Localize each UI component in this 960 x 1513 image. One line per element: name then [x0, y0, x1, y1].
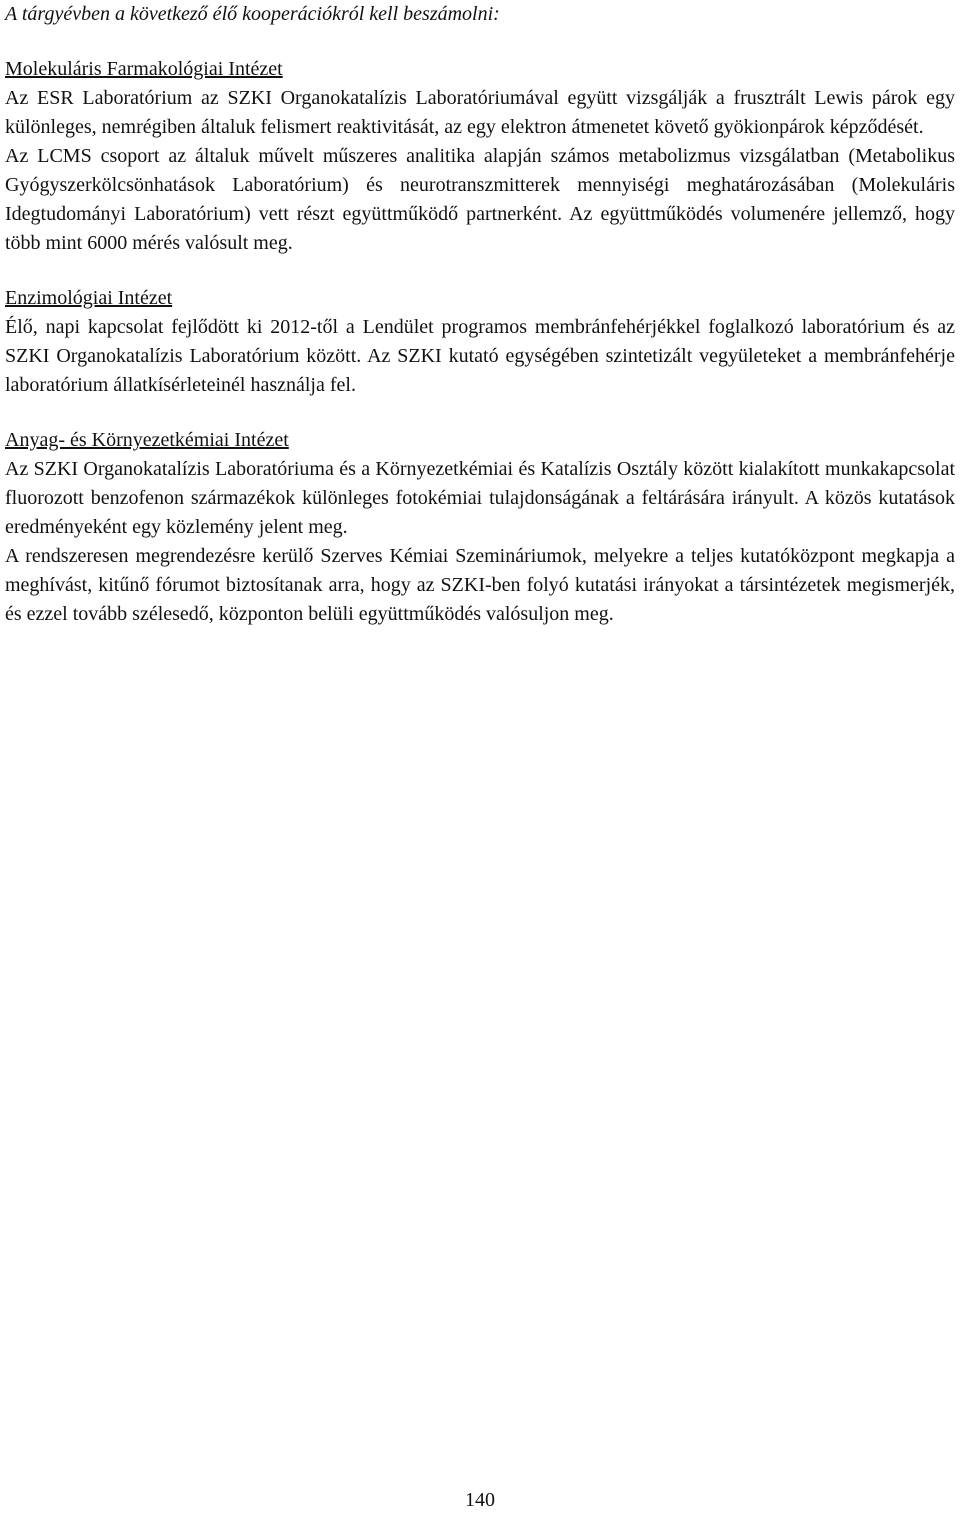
paragraph-enzymology-cooperation: Élő, napi kapcsolat fejlődött ki 2012-től a Lendület programos membránfehérjékkel foglalkozó laboratórium és az SZKI Organokatalízis Laboratórium között. Az SZKI kutató egységében szintetizált vegyületeket a membránfehérje laboratórium állatkísérleteinél használja fel. — [5, 316, 955, 396]
paragraph-organic-chemistry-seminars: A rendszeresen megrendezésre kerülő Szerves Kémiai Szemináriumok, melyekre a teljes kutatóközpont megkapja a meghívást, kitűnő fórumot biztosítanak arra, hogy az SZKI-ben folyó kutatási irányokat a társintézetek megismerjék, és ezzel tovább szélesedő, központon belüli együttműködés valósuljon meg. — [5, 545, 955, 625]
section-heading-enzymology: Enzimológiai Intézet — [5, 287, 173, 309]
section-heading-materials-environmental-chemistry: Anyag- és Környezetkémiai Intézet — [5, 429, 289, 451]
intro-line: A tárgyévben a következő élő kooperációkról kell beszámolni: — [5, 3, 500, 25]
page-number: 140 — [465, 1489, 495, 1511]
paragraph-lcms-group: Az LCMS csoport az általuk művelt műszeres analitika alapján számos metabolizmus vizsgálatban (Metabolikus Gyógyszerkölcsönhatások Laboratórium) és neurotranszmitterek mennyiségi meghatározásában (Molekuláris Idegtudományi Laboratórium) vett részt együttműködő partnerként. Az együttműködés volumenére jellemző, hogy több mint 6000 mérés valósult meg. — [5, 145, 955, 254]
document-page — [5, 0, 955, 629]
paragraph-organocatalysis-cooperation: Az SZKI Organokatalízis Laboratóriuma és a Környezetkémiai és Katalízis Osztály között kialakított munkakapcsolat fluorozott benzofenon származékok különleges fotokémiai tulajdonságának a feltárására irányult. A közös kutatások eredményeként egy közlemény jelent meg. — [5, 458, 955, 538]
paragraph-esr-laboratory: Az ESR Laboratórium az SZKI Organokatalízis Laboratóriumával együtt vizsgálják a frusztrált Lewis párok egy különleges, nemrégiben általuk felismert reaktivitását, az egy elektron átmenetet követő gyökionpárok képződését. — [5, 87, 955, 138]
section-heading-molecular-pharmacology: Molekuláris Farmakológiai Intézet — [5, 58, 283, 80]
